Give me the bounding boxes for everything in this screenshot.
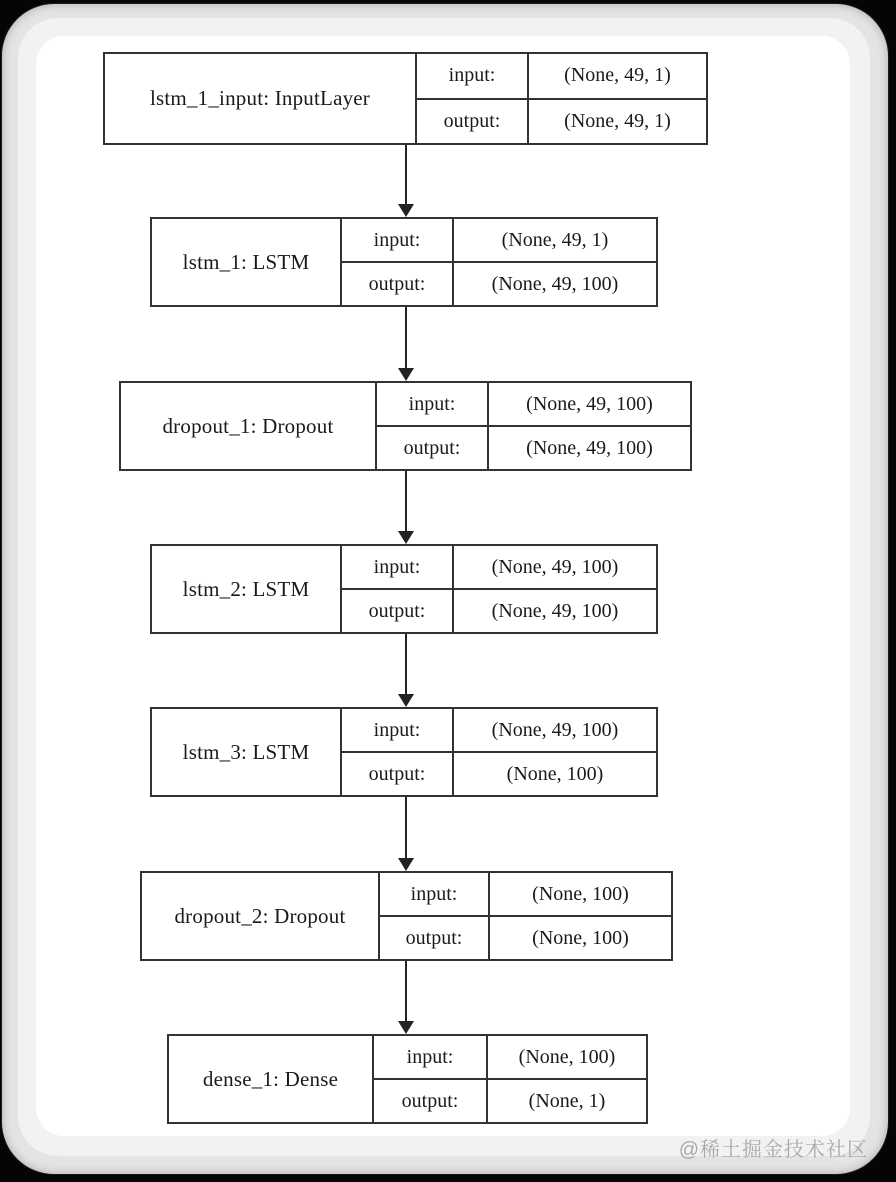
layer-name: lstm_1_input: InputLayer xyxy=(105,54,417,143)
output-shape-value: (None, 1) xyxy=(528,1089,606,1112)
flow-arrow-icon xyxy=(398,797,414,871)
arrow-head xyxy=(398,1021,414,1034)
io-values-column xyxy=(490,873,671,959)
arrow-head xyxy=(398,858,414,871)
io-labels-column xyxy=(342,219,454,305)
io-labels-column xyxy=(417,54,529,143)
io-labels-column xyxy=(342,546,454,632)
layer-name: lstm_1: LSTM xyxy=(152,219,342,305)
output-shape-value: (None, 49, 100) xyxy=(491,599,619,622)
arrow-shaft xyxy=(405,961,407,1023)
arrow-head xyxy=(398,368,414,381)
output-label: output: xyxy=(403,436,461,459)
layer-node xyxy=(167,1034,648,1124)
output-label: output: xyxy=(368,599,426,622)
io-labels-column xyxy=(380,873,490,959)
input-label: input: xyxy=(342,709,452,753)
output-shape-value: (None, 49, 1) xyxy=(564,109,671,132)
io-labels-column xyxy=(377,383,489,469)
input-shape-value: (None, 49, 100) xyxy=(489,383,690,427)
flow-arrow-icon xyxy=(398,634,414,707)
layer-node xyxy=(119,381,692,471)
input-shape-value: (None, 100) xyxy=(488,1036,646,1080)
output-shape-value: (None, 100) xyxy=(532,926,629,949)
arrow-shaft xyxy=(405,145,407,206)
output-label: output: xyxy=(405,926,463,949)
layer-node xyxy=(150,217,658,307)
input-label: input: xyxy=(417,54,527,100)
layer-node xyxy=(103,52,708,145)
input-shape-value: (None, 100) xyxy=(490,873,671,917)
output-shape-value: (None, 49, 100) xyxy=(491,272,619,295)
output-label: output: xyxy=(368,272,426,295)
output-label: output: xyxy=(368,762,426,785)
arrow-head xyxy=(398,531,414,544)
io-labels-column xyxy=(342,709,454,795)
output-label: output: xyxy=(401,1089,459,1112)
layer-node xyxy=(150,707,658,797)
input-label: input: xyxy=(374,1036,486,1080)
layer-name: lstm_2: LSTM xyxy=(152,546,342,632)
arrow-head xyxy=(398,694,414,707)
input-label: input: xyxy=(380,873,488,917)
flow-arrow-icon xyxy=(398,145,414,217)
arrow-shaft xyxy=(405,634,407,696)
input-shape-value: (None, 49, 100) xyxy=(454,709,656,753)
arrow-shaft xyxy=(405,471,407,533)
io-values-column xyxy=(529,54,706,143)
layer-name: dropout_2: Dropout xyxy=(142,873,380,959)
input-label: input: xyxy=(342,219,452,263)
io-labels-column xyxy=(374,1036,488,1122)
input-label: input: xyxy=(342,546,452,590)
input-label: input: xyxy=(377,383,487,427)
io-values-column xyxy=(454,546,656,632)
layer-node xyxy=(150,544,658,634)
layer-name: lstm_3: LSTM xyxy=(152,709,342,795)
input-shape-value: (None, 49, 1) xyxy=(529,54,706,100)
output-label: output: xyxy=(443,109,501,132)
layer-node xyxy=(140,871,673,961)
io-values-column xyxy=(454,219,656,305)
io-values-column xyxy=(454,709,656,795)
input-shape-value: (None, 49, 1) xyxy=(454,219,656,263)
input-shape-value: (None, 49, 100) xyxy=(454,546,656,590)
arrow-shaft xyxy=(405,797,407,860)
output-shape-value: (None, 100) xyxy=(506,762,604,785)
io-values-column xyxy=(489,383,690,469)
arrow-shaft xyxy=(405,307,407,370)
output-shape-value: (None, 49, 100) xyxy=(526,436,653,459)
watermark-text: @稀土掘金技术社区 xyxy=(678,1139,868,1161)
layer-name: dense_1: Dense xyxy=(169,1036,374,1122)
layer-name: dropout_1: Dropout xyxy=(121,383,377,469)
flow-arrow-icon xyxy=(398,471,414,544)
arrow-head xyxy=(398,204,414,217)
io-values-column xyxy=(488,1036,646,1122)
flow-arrow-icon xyxy=(398,961,414,1034)
flow-arrow-icon xyxy=(398,307,414,381)
